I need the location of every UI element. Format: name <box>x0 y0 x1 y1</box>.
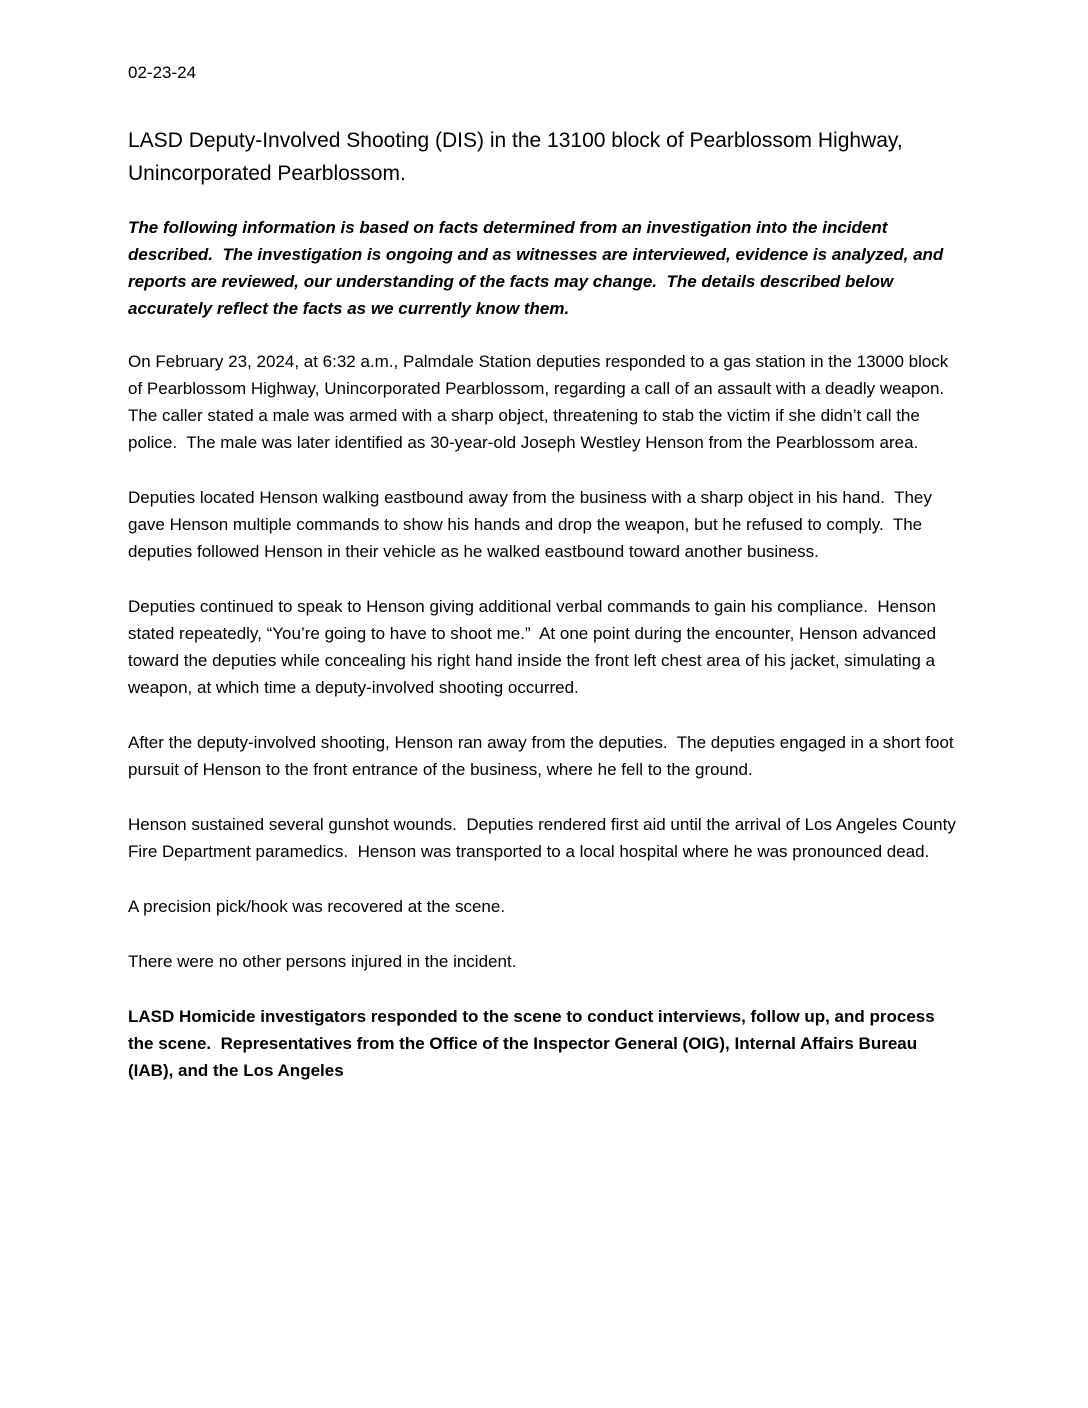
document-date: 02-23-24 <box>128 63 197 82</box>
disclaimer-paragraph: The following information is based on facts determined from an investigation into the incident described. The investigation is ongoing and as witnesses are interviewed, evidence is analyzed, and reports are reviewed, our understanding of the facts may change. The details described below accurately reflect the facts as we currently know them. <box>128 218 949 318</box>
body-paragraph-verbal-commands: Deputies continued to speak to Henson giving additional verbal commands to gain his compliance. Henson stated repeatedly, “You’re going to have to shoot me.” At one point during the encounter, Henson advanced toward the deputies while concealing his right hand inside the front left chest area of his jacket, simulating a weapon, at which time a deputy-involved shooting occurred. <box>128 597 941 697</box>
body-paragraph-foot-pursuit: After the deputy-involved shooting, Henson ran away from the deputies. The deputies engaged in a short foot pursuit of Henson to the front entrance of the business, where he fell to the ground. <box>128 733 959 779</box>
document-title: LASD Deputy-Involved Shooting (DIS) in the 13100 block of Pearblossom Highway, Unincorporated Pearblossom. <box>128 129 909 185</box>
body-paragraph-weapon-recovered: A precision pick/hook was recovered at the scene. <box>128 897 506 916</box>
closing-bold-paragraph: LASD Homicide investigators responded to the scene to conduct interviews, follow up, and process the scene. Representatives from the Office of the Inspector General (OIG), Internal Affairs Bureau (IAB), and the Los Angeles <box>128 1007 940 1080</box>
body-paragraph-no-other-injuries: There were no other persons injured in the incident. <box>128 952 517 971</box>
body-paragraph-gunshot-wounds: Henson sustained several gunshot wounds. Deputies rendered first aid until the arrival of Los Angeles County Fire Department paramedics. Henson was transported to a local hospital where he was pronounced dead. <box>128 815 961 861</box>
body-paragraph-deputies-located: Deputies located Henson walking eastbound away from the business with a sharp object in his hand. They gave Henson multiple commands to show his hands and drop the weapon, but he refused to comply. The deputies followed Henson in their vehicle as he walked eastbound toward another business. <box>128 488 937 561</box>
body-paragraph-incident-call: On February 23, 2024, at 6:32 a.m., Palmdale Station deputies responded to a gas station in the 13000 block of Pearblossom Highway, Unincorporated Pearblossom, regarding a call of an assault with a deadly weapon. The caller stated a male was armed with a sharp object, threatening to stab the victim if she didn’t call the police. The male was later identified as 30-year-old Joseph Westley Henson from the Pearblossom area. <box>128 352 954 452</box>
